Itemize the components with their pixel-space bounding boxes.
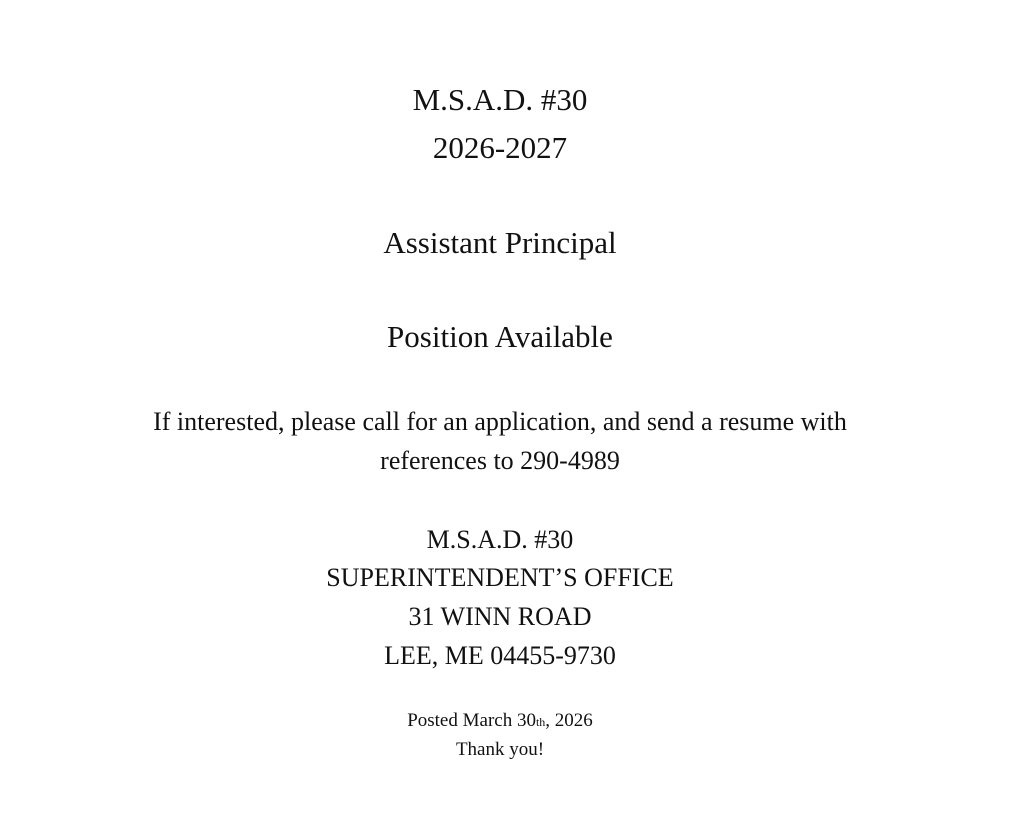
address-org: M.S.A.D. #30 <box>426 525 574 554</box>
address-office: SUPERINTENDENT’S OFFICE <box>326 563 674 592</box>
thank-you: Thank you! <box>455 739 545 760</box>
position-status: Position Available <box>387 319 613 354</box>
address-street: 31 WINN ROAD <box>408 602 592 631</box>
posted-suffix: th <box>535 715 546 729</box>
posted-year: , 2026 <box>545 710 593 731</box>
school-year: 2026-2027 <box>432 130 568 165</box>
org-heading: M.S.A.D. #30 <box>412 82 588 117</box>
instructions-line-1: If interested, please call for an application, and send a resume with <box>153 407 847 436</box>
address-city: LEE, ME 04455-9730 <box>384 641 616 670</box>
posted-date <box>0 710 1000 732</box>
instructions-line-2: references to 290-4989 <box>380 446 620 475</box>
position-title: Assistant Principal <box>383 225 617 260</box>
posted-prefix: Posted March 30 <box>407 710 536 731</box>
